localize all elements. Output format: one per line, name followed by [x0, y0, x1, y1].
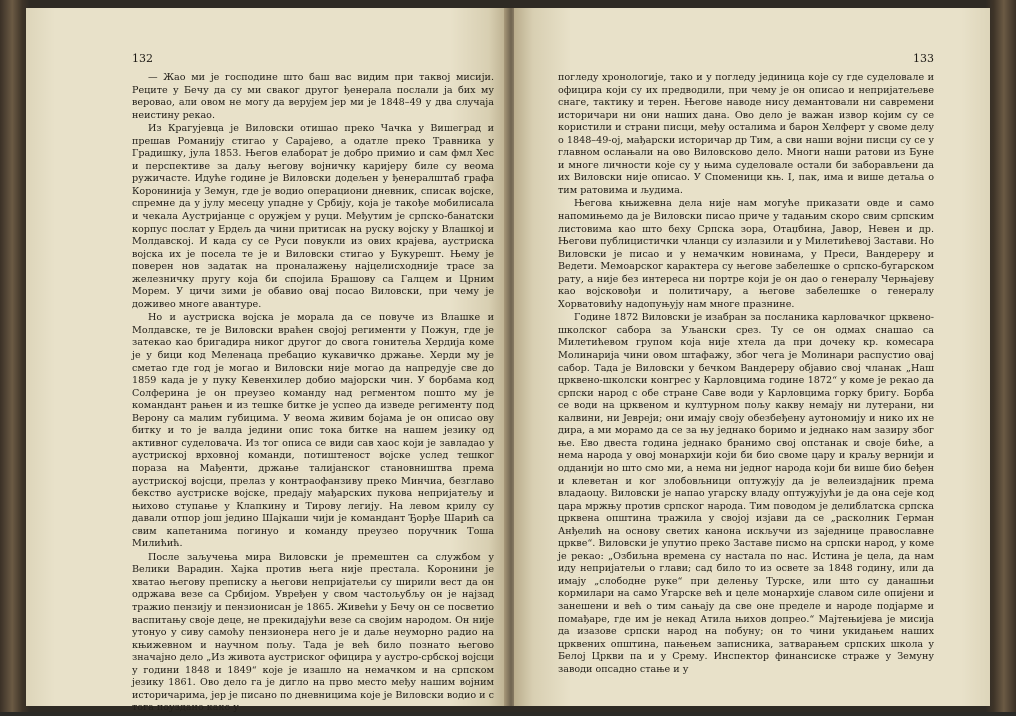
paragraph: Његова књижевна дела није нам могуће приказати овде и само напомињемо да је Виловски писао приче у тадањим скоро свим српским листовима као што беху Српска зора, Отаџбина, Јавор, Невен и др. Његови публицистички чланци су излазили и у Милетићевој Застави. Но Виловски је писао и у немачким новинама, у Преси, Вандереру и Ведети. Мемоарског карактера су његове забелешке о српско-бугарском рату, а није без интереса ни портре који је он дао о генералу Черњајеву као војсковођи и политичару, а његове забелешке о генералу Хорватовићу надопуњују нам многе празнине. [558, 198, 934, 310]
paragraph: — Жао ми је господине што баш вас видим при таквој мисији. Реците у Бечу да су ми сваког другог ђенерала послали ја бих му веровао, али овом не могу да верујем јер ми је 1848–49 у два случаја неистину рекао. [132, 72, 494, 121]
paragraph: Из Крагујевца је Виловски отишао преко Чачка у Вишеград и прешав Романију стигао у Сарајево, а одатле преко Травника у Градишку, јула 1853. Његов елаборат је добро примио и сам фмл Хес и перспективе за даљу његову војничку каријеру биле су веома ружичасте. Идуће године је Виловски додељен у ђенералштаб графа Коронинија у Земун, где је водио операциони дневник, списак војске, спремне да у јулу месецу упадне у Србију, која је такође мобилисала и чекала Аустријанце с оружјем у руци. Међутим је српско-банатски корпус послат у Ердељ да чини притисак на руску војску у Влашкој и Молдавској. И када су се Руси повукли из ових крајева, аустриска војска их је посела те је и Виловски стигао у Букурешт. Њему је поверен нов задатак на проналажењу најцелисходније трасе за железничку пругу која би спојила Брашову са Галцем и Црним Морем. У цичи зими је обавио овај посао Виловски, при чему је доживео многе авантуре. [132, 123, 494, 310]
right-page [514, 8, 990, 706]
paragraph: Но и аустриска војска је морала да се повуче из Влашке и Молдавске, те је Виловски враћен својој регименти у Пожун, где је затекао као бригадира никог другог до свога гонитеља Хердија коме је у бици код Меленаца пребацио кукавичко држање. Херди му је сметао где год је могао и Виловски није могао да напредује све до 1859 када је у пуку Кевенхилер добио мајорски чин. У борбама код Солферина је он преузео команду над регментом пошто му је командант рањен и из тешке битке је успео да изведе регименту под Верону са малим губицима. У веома живим бојама је он описао ову битку и то је валда једини опис тока битке на нашем језику од активног суделовача. Из тог описа се види сав хаос који је завладао у аустриској врховној команди, потиштеност војске услед тешког пораза на Мађенти, држање талијанског становништва према аустриској војсци, прелаз у контраофанзиву преко Минчиа, безглаво бекство аустриске војске, предају мађарских пукова непријатељу и њихово ступање у Клапкину и Тирову легију. На левом крилу су давали отпор још једино Шајкаши чији је командант Ђорђе Шарић са свим капетанима погинуо и команду преузео поручник Тоша Милићић. [132, 312, 494, 550]
paragraph: После заључења мира Виловски је премештен са службом у Велики Варадин. Хајка против њега није престала. Коронини је хватао његову преписку а његови непријатељи су ширили вест да он одржава везе са Србијом. Увређен у свом частољубљу он је најзад тражио пензију и пензионисан је 1865. Живећи у Бечу он се посветио васпитању своје деце, не прекидајући везе са својим народом. Он није утонуо у сиву самоћу пензионера него је и даље неуморно радио на књижевном и научном пољу. Тада је већ било познато његово значајно дело „Из живота аустриског официра у аустро-србској војсци у години 1848 и 1849“ које је изашло на немачком и на српском језику 1861. Ово дело га је дигло на прво место међу нашим војним историчарима, јер је писано по дневницима које је Виловски водио и с тога поуздано како у [132, 551, 494, 714]
paragraph: погледу хронологије, тако и у погледу јединица које су где суделовале и официра који су их предводили, при чему је он описао и непријатељеве снаге, тактику и терен. Његове наводе нису демантовали ни савремени историчари ни они наших дана. Ово дело је важан извор којим су се користили и страни писци, међу осталима и барон Хелферт у своме делу о 1848–49-ој, мађарски историчар др Тим, а сви наши војни писци су се у главном ослањали на ово Виловсково дело. Многи наши ратови из Буне и многе личности које су у њима суделовале остали би заборављени да их Виловски није описао. У Споменици књ. I, пак, има и више детаља о тим ратовима и људима. [558, 72, 934, 196]
right-page-text [558, 72, 934, 677]
page-number-left: 132 [132, 52, 153, 65]
left-page-text [132, 72, 494, 716]
left-page [26, 8, 508, 714]
paragraph: Године 1872 Виловски је изабран за посланика карловачког црквено-школског сабора за Уљански срез. Ту се он одмах снашао са Милетићевом групом која није хтела да при дочеку кр. комесара Молинарија чини овом штафажу, због чега је Молинари распустио овај сабор. Тада је Виловски у бечком Вандереру објавио свој чланак „Наш црквено-школски конгрес у Карловцима године 1872“ у коме је рекао да српски народ с обе стране Саве води у Карловцима горку бригу. Борба се води на црквеном и културном пољу какву немају ни лутерани, ни калвини, ни Јевреји; они имају своју обезбеђену аутономију и нико их не дира, а ми морамо да се за њу једнако боримо и једнако нам зазиру због ње. Ево двеста година једнако бранимо свој опстанак и своје биће, а нема народа у овој монархији који би био своме цару и краљу вернији и одданији но што смо ми, а нема ни једног народа који би више био беђен и клеветан и ког злобовљници оптужују да је велеиздајник према владаоцу. Виловски је напао угарску владу оптужујући је да она сеје код цара мржњу против српског народа. Тим поводом је делиблатска српска црквена општина тражила у својој изјави да се „расколник Герман Анђелић на основу светих канона искључи из заједнице православне цркве“. Виловски је упутио преко Заставе писмо на српски народ, у коме је рекао: „Озбиљна времена су настала по нас. Истина је цела, да нам иду непријатељи о глави; сад било то из освете за 1848 годину, или да имају „слободне руке“ при деленьу Турске, или што су данашњи кормилари на само Угарске већ и целе монархије славом силе опијени и занешени и већ о тим сањају да све оне пределе и народе подјарме и помађаре, где им је некад Атила њихов допрео.“ Мајтењијева је мисија да изазове српски народ на побуну; он то чини укидањем наших црквених општина, пањењем записника, затварањем српских школа у Белој Цркви па и у Срему. Инспектор финансиске страже у Земуну заводи опсадно стање и у [558, 312, 934, 675]
page-number-right: 133 [913, 52, 934, 65]
